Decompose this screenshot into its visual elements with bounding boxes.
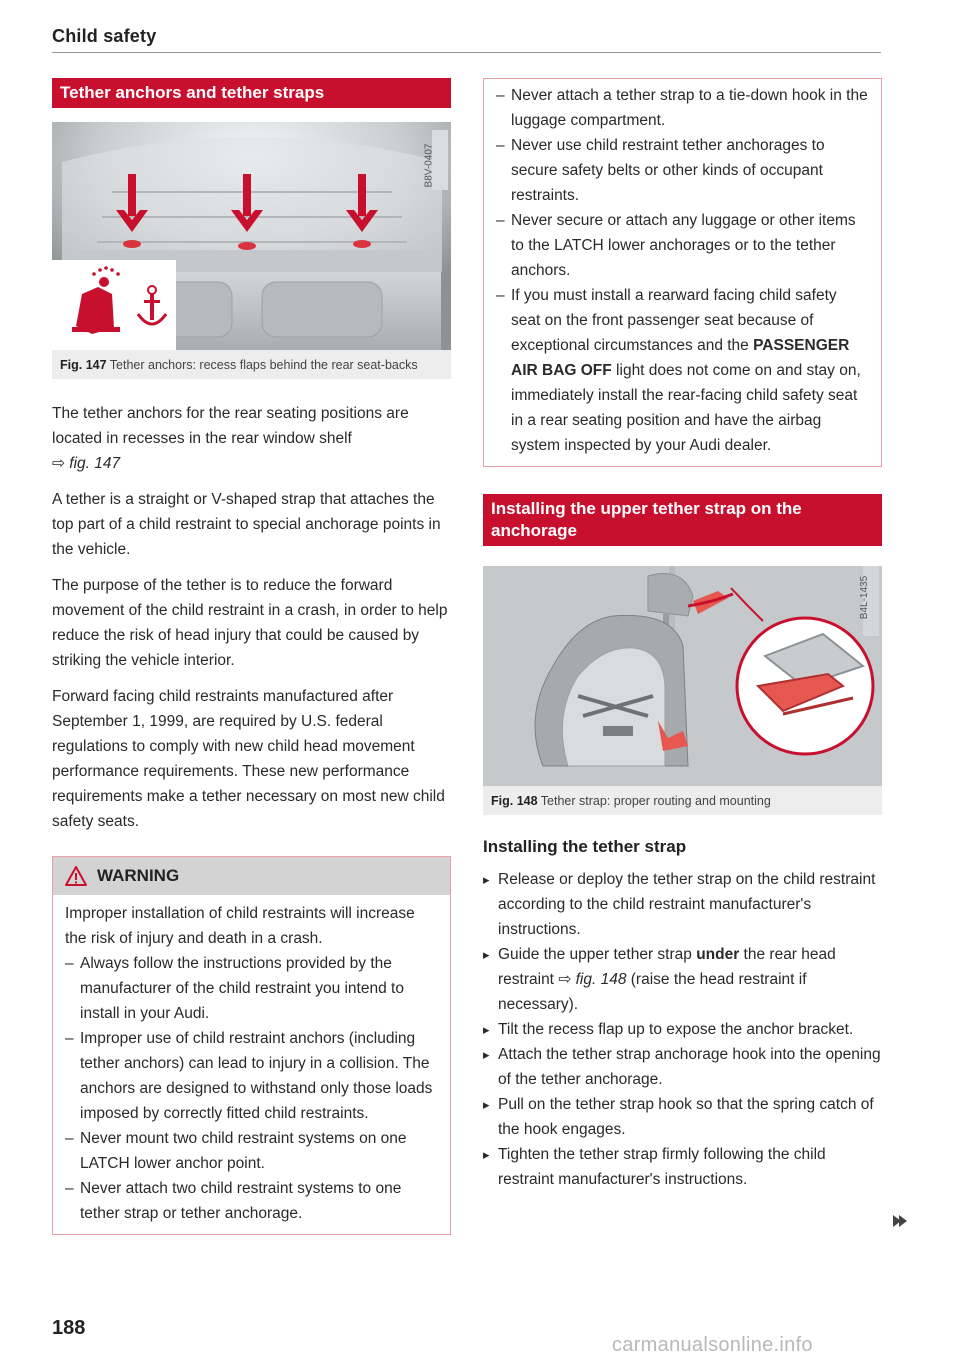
figure-147 xyxy=(52,122,451,379)
warning-item: – If you must install a rearward facing child safety seat on the front passenger seat because of exceptional circumstances and the PASSENGER AIR BAG OFF light does not come on and stay on, immediately install the rear-facing child safety seat in a rear seating position and have the airbag system inspected by your Audi dealer. xyxy=(496,283,869,458)
warning-item: – Improper use of child restraint anchors (including tether anchors) can lead to injury in a collision. The anchors are designed to withstand only those loads imposed by correctly fitted child restraints. xyxy=(65,1026,438,1126)
airbag-off-indicator-label: PASSENGER AIR BAG OFF xyxy=(511,337,850,379)
section-heading-tether-anchors: Tether anchors and tether straps xyxy=(52,78,451,108)
paragraph-2: A tether is a straight or V-shaped strap that attaches the top part of a child restraint to special anchorage points in the vehicle. xyxy=(52,491,441,558)
warning-box xyxy=(52,856,451,1235)
warning-item: – Never secure or attach any luggage or other items to the LATCH lower anchorages or to the tether anchors. xyxy=(496,208,869,283)
figure-caption xyxy=(483,786,882,815)
paragraph-3: The purpose of the tether is to reduce the forward movement of the child restraint in a crash, in order to help reduce the risk of head injury that could be caused by striking the vehicle interior. xyxy=(52,577,448,669)
figure-caption-text: Tether strap: proper routing and mounting xyxy=(540,794,771,808)
instruction-step: ▸ Tighten the tether strap firmly following the child restraint manufacturer's instructions. xyxy=(483,1142,882,1192)
subheading-installing-tether-strap: Installing the tether strap xyxy=(483,837,687,856)
page-number: 188 xyxy=(52,1317,86,1339)
tether-routing-drawing xyxy=(483,566,882,786)
child-seat-tether-illustration xyxy=(483,566,882,786)
anchor-flap-center xyxy=(238,242,256,250)
warning-item: – Never mount two child restraint systems on one LATCH lower anchor point. xyxy=(65,1126,438,1176)
warning-item: – Always follow the instructions provided by the manufacturer of the child restraint you intend to install in your Audi. xyxy=(65,951,438,1026)
figure-label: Fig. 147 xyxy=(60,358,107,372)
instruction-step: ▸ Release or deploy the tether strap on the child restraint according to the child restraint manufacturer's instructions. xyxy=(483,867,882,942)
warning-header xyxy=(53,857,450,895)
figure-148 xyxy=(483,566,882,815)
warning-continuation-box xyxy=(483,78,882,467)
header-divider xyxy=(52,52,881,53)
page-section-title: Child safety xyxy=(52,26,157,46)
figure-caption xyxy=(52,350,451,379)
child-seat-anchor-pictogram xyxy=(52,260,176,350)
instruction-step: ▸ Pull on the tether strap hook so that the spring catch of the hook engages. xyxy=(483,1092,882,1142)
instruction-steps xyxy=(483,867,882,1192)
warning-title: WARNING xyxy=(97,866,180,885)
warning-triangle-icon xyxy=(65,866,87,886)
anchor-flap-right xyxy=(353,240,371,248)
anchor-flap-left xyxy=(123,240,141,248)
instruction-step: ▸ Attach the tether strap anchorage hook into the opening of the tether anchorage. xyxy=(483,1042,882,1092)
continue-arrow-icon xyxy=(892,1213,908,1229)
section-heading-installing-tether: Installing the upper tether strap on the anchorage xyxy=(483,494,882,546)
figure-reference-link[interactable]: ⇨ fig. 148 xyxy=(558,971,627,988)
warning-body xyxy=(53,895,450,1234)
paragraph-4: Forward facing child restraints manufactured after September 1, 1999, are required by U.S. federal regulations to comply with new child head movement performance requirements. These new performance requirements make a tether necessary on most new child safety seats. xyxy=(52,688,445,830)
instruction-step: ▸ Tilt the recess flap up to expose the anchor bracket. xyxy=(483,1017,882,1042)
warning-item: – Never attach two child restraint systems to one tether strap or tether anchorage. xyxy=(65,1176,438,1226)
right-column xyxy=(483,78,882,1192)
warning-item: – Never use child restraint tether anchorages to secure safety belts or other kinds of occupant restraints. xyxy=(496,133,869,208)
figure-caption-text: Tether anchors: recess flaps behind the rear seat-backs xyxy=(109,358,418,372)
rear-window-shelf-illustration xyxy=(52,122,451,350)
figure-code: B8V-0407 xyxy=(423,143,435,188)
paragraph-1: The tether anchors for the rear seating positions are located in recesses in the rear window shelf ⇨ fig. 147 xyxy=(52,405,409,472)
figure-reference-link[interactable]: ⇨ fig. 147 xyxy=(52,455,121,472)
warning-item: – Never attach a tether strap to a tie-down hook in the luggage compartment. xyxy=(496,83,869,133)
figure-label: Fig. 148 xyxy=(491,794,538,808)
instruction-step: ▸ Guide the upper tether strap under the rear head restraint ⇨ fig. 148 (raise the head restraint if necessary). xyxy=(483,942,882,1017)
figure-code: B4L-1435 xyxy=(859,575,871,620)
tether-anchors-drawing xyxy=(52,122,451,350)
warning-intro: Improper installation of child restraints will increase the risk of injury and death in a crash. xyxy=(65,905,415,947)
left-column xyxy=(52,78,451,1235)
watermark: carmanualsonline.info xyxy=(612,1334,813,1356)
